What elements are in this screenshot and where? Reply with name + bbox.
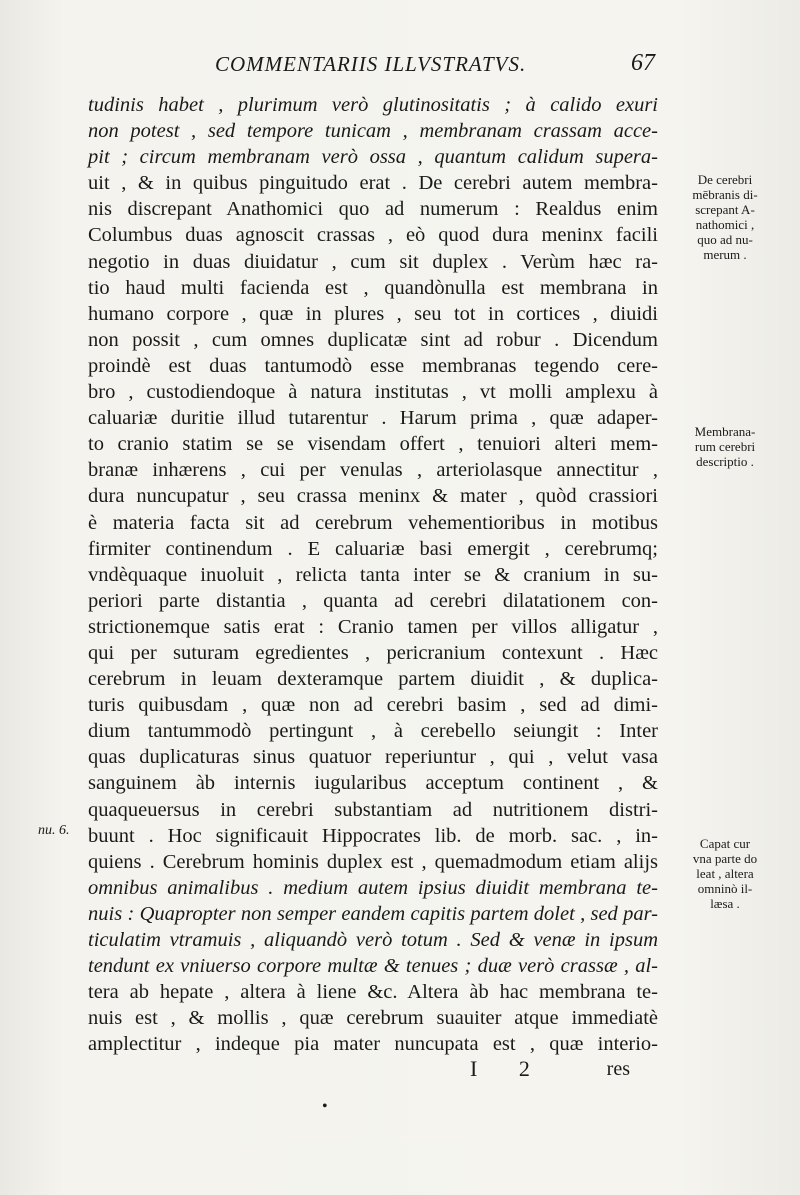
margin-note-line: nathomici , bbox=[695, 217, 755, 232]
text-line: tio haud multi facienda est , quandònulla est membrana in bbox=[88, 276, 658, 299]
text-line: amplectitur , indeque pia mater nuncupata est , quæ interio- bbox=[88, 1033, 658, 1056]
text-line: non possit , cum omnes duplicatæ sint ad robur . Dicendum bbox=[88, 328, 658, 351]
text-line: quas duplicaturas sinus quatuor reperiuntur , qui , velut vasa bbox=[88, 746, 658, 769]
text-line: è materia facta sit ad cerebrum vehementioribus in motibus bbox=[88, 511, 658, 534]
text-line: sanguinem àb internis iugularibus acceptum continent , & bbox=[88, 772, 658, 795]
margin-note-line: læsa . bbox=[710, 896, 740, 911]
margin-note-line: Capat cur bbox=[699, 836, 751, 851]
margin-note-line: Membrana- bbox=[694, 424, 756, 439]
text-line: to cranio statim se se visendam offert , tenuiori alteri mem- bbox=[88, 433, 658, 456]
text-line: negotio in duas diuidatur , cum sit duplex . Verùm hæc ra- bbox=[88, 250, 658, 273]
margin-note-line: vna parte do bbox=[692, 851, 758, 866]
text-line: pit ; circum membranam verò ossa , quantum calidum supera- bbox=[88, 146, 658, 169]
catchword: res bbox=[606, 1058, 630, 1080]
main-text-block bbox=[88, 92, 658, 1057]
text-line: nuis : Quapropter non semper eandem capitis partem dolet , sed par- bbox=[88, 902, 658, 925]
margin-note-line: leat , altera bbox=[696, 866, 754, 881]
text-line: qui per suturam egredientes , pericranium contexunt . Hæc bbox=[88, 641, 658, 664]
text-line: tera ab hepate , altera à liene &c. Altera àb hac membrana te- bbox=[88, 981, 658, 1004]
ink-mark: • bbox=[322, 1098, 328, 1115]
text-line: nis discrepant Anathomici quo ad numerum : Realdus enim bbox=[88, 198, 658, 221]
margin-note-line: De cerebri bbox=[697, 172, 753, 187]
text-line: strictionemque satis erat : Cranio tamen per villos alligatur , bbox=[88, 615, 658, 638]
text-line: bro , custodiendoque à natura institutas , vt molli amplexu à bbox=[88, 381, 658, 404]
margin-note-line: mēbranis di- bbox=[692, 187, 758, 202]
text-line: quiens . Cerebrum hominis duplex est , quemadmodum etiam alijs bbox=[88, 850, 658, 873]
margin-note-line: omninò il- bbox=[697, 881, 753, 896]
text-line: dium tantummodò pertingunt , à cerebello seiungit : Inter bbox=[88, 720, 658, 743]
text-line: tudinis habet , plurimum verò glutinositatis ; à calido exuri bbox=[88, 94, 658, 116]
text-line: proindè est duas tantumodò esse membranas tegendo cere- bbox=[88, 354, 658, 377]
page-number: 67 bbox=[631, 50, 655, 76]
text-line: buunt . Hoc significauit Hippocrates lib. de morb. sac. , in- bbox=[88, 824, 658, 847]
margin-note-line: quo ad nu- bbox=[697, 232, 753, 247]
text-line: periori parte distantia , quanta ad cerebri dilatationem con- bbox=[88, 589, 658, 612]
text-line: turis quibusdam , quæ non ad cerebri basim , sed ad dimi- bbox=[88, 694, 658, 717]
signature-mark: I 2 bbox=[470, 1056, 548, 1081]
text-line: tendunt ex vniuerso corpore multæ & tenues ; duæ verò crassæ , al- bbox=[88, 955, 658, 978]
text-line: uit , & in quibus pinguitudo erat . De cerebri autem membra- bbox=[88, 172, 658, 195]
text-line: quaqueuersus in cerebri substantiam ad nutritionem distri- bbox=[88, 798, 658, 821]
text-line: ticulatim vtramuis , aliquandò verò totum . Sed & venæ in ipsum bbox=[88, 929, 658, 951]
text-line: branæ inhærens , cui per venulas , arteriolasque annectitur , bbox=[88, 459, 658, 482]
text-line: firmiter continendum . E caluariæ basi emergit , cerebrumq; bbox=[88, 537, 658, 560]
margin-note-line: screpant A- bbox=[695, 202, 755, 217]
text-line: humano corpore , quæ in plures , seu tot in cortices , diuidi bbox=[88, 302, 658, 325]
margin-note-1 bbox=[664, 172, 786, 262]
text-line: Columbus duas agnoscit crassas , eò quod dura meninx facili bbox=[88, 224, 658, 247]
text-line: dura nuncupatur , seu crassa meninx & mater , quòd crassiori bbox=[88, 485, 658, 508]
text-line: caluariæ duritie illud tutarentur . Harum prima , quæ adaper- bbox=[88, 407, 658, 430]
left-margin-reference: nu. 6. bbox=[38, 823, 70, 838]
text-line: nuis est , & mollis , quæ cerebrum suauiter atque immediatè bbox=[88, 1007, 658, 1030]
margin-note-2 bbox=[664, 424, 786, 469]
text-line: cerebrum in leuam dexteramque partem diuidit , & duplica- bbox=[88, 668, 658, 691]
running-head: COMMENTARIIS ILLVSTRATVS. bbox=[215, 52, 527, 76]
margin-note-3 bbox=[664, 836, 786, 911]
text-line: omnibus animalibus . medium autem ipsius diuidit membrana te- bbox=[88, 876, 658, 899]
margin-note-line: merum . bbox=[703, 247, 747, 262]
margin-note-line: descriptio . bbox=[696, 454, 754, 469]
text-line: vndèquaque inuoluit , relicta tanta inter se & cranium in su- bbox=[88, 563, 658, 586]
text-line: non potest , sed tempore tunicam , membranam crassam acce- bbox=[88, 120, 658, 143]
page-header bbox=[215, 52, 655, 82]
page-footer bbox=[470, 1056, 670, 1086]
margin-note-line: rum cerebri bbox=[694, 439, 756, 454]
